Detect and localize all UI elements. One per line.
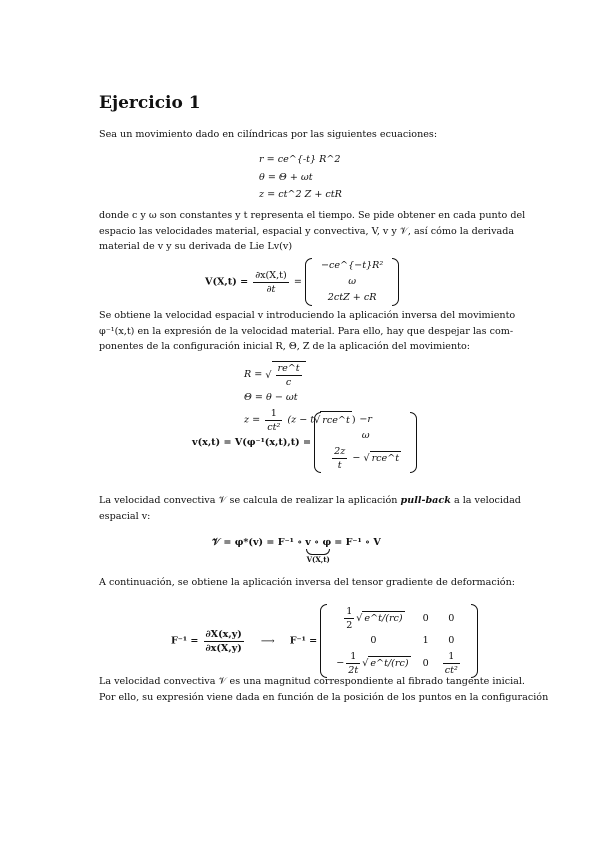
- pull-back-term: pull-back: [400, 495, 451, 506]
- inverse-eq-R: [244, 361, 356, 389]
- fraction-denominator: c: [285, 377, 292, 388]
- pull-back-rhs: = F⁻¹ ∘ V: [334, 537, 381, 548]
- inverse-Z-lhs: z =: [244, 414, 261, 426]
- inverse-R-lhs: R =: [244, 369, 263, 380]
- material-velocity-fraction: [253, 269, 289, 296]
- fraction-denominator: 2: [346, 620, 353, 631]
- problem-line-1: donde c y ω son constantes y t representa el tiempo. Se pide obtener en cada punto del: [99, 210, 526, 221]
- closing-paren: ): [351, 414, 356, 426]
- radicand: e^t/(rc): [364, 613, 403, 624]
- sqrt-symbol: √ $\frac{re\^{}t}{c}$: [265, 361, 305, 389]
- equals-sign: =: [293, 276, 302, 288]
- matrix-entry: ω: [348, 276, 357, 287]
- inverse-eq-theta: Θ = θ − ωt: [244, 392, 298, 403]
- fraction-numerator: 1: [346, 650, 360, 664]
- convective-text-a: La velocidad convectiva 𝒱 se calcula de realizar la aplicación: [99, 495, 398, 506]
- radicand: e^t/(rc): [370, 658, 409, 669]
- motion-eq-z: z = ct^2 Z + ctR: [259, 189, 342, 200]
- radicand: rce^t: [320, 411, 352, 430]
- problem-paragraph: [99, 208, 526, 255]
- matrix-entry: 2ctZ + cR: [327, 292, 377, 303]
- intro-paragraph: [99, 127, 485, 143]
- matrix-entry: 1: [422, 635, 429, 646]
- inverse-gradient-fraction: [204, 628, 244, 655]
- matrix-entry: 0: [422, 612, 429, 624]
- fraction-denominator: ct²: [267, 422, 281, 433]
- closing-line-2: Por ello, su expresión viene dada en función de la posición de los puntos en la configuración: [99, 691, 549, 703]
- spatial-velocity-paragraph: [99, 308, 516, 355]
- motion-eq-r: r = ce^{-t} R^2: [259, 154, 341, 165]
- fraction-denominator: t: [337, 460, 342, 471]
- material-velocity-matrix: [305, 258, 399, 306]
- fraction-numerator: re^t: [277, 363, 300, 374]
- gradient-paragraph: [99, 575, 515, 591]
- matrix-entry: 0: [370, 635, 377, 646]
- material-velocity-lhs: V(X,t) =: [205, 276, 249, 288]
- fraction-denominator: ct²: [444, 665, 458, 676]
- fraction-numerator: 1: [265, 407, 282, 421]
- matrix-entry: 0: [448, 635, 455, 646]
- material-velocity-equation: [205, 258, 399, 306]
- pull-back-equation: [212, 537, 381, 564]
- fraction-numerator: 2z: [334, 446, 346, 457]
- pull-back-lhs: 𝒱 = φ*(v) = F⁻¹ ∘: [212, 537, 303, 548]
- spatial-line-3: ponentes de la configuración inicial R, Θ, Z de la aplicación del movimiento:: [99, 341, 470, 352]
- sqrt-symbol: √ rce^t: [314, 411, 352, 430]
- fraction-numerator: ∂x(X,t): [255, 269, 287, 281]
- underbrace-content: v ∘ φ: [305, 537, 332, 548]
- matrix-entry: −ce^{−t}R²: [320, 260, 384, 271]
- motion-eq-theta: θ = Θ + ωt: [259, 171, 313, 183]
- spatial-velocity-matrix: [314, 412, 417, 473]
- fraction-denominator: ∂x(X,y): [205, 642, 242, 654]
- matrix-entry: 0: [448, 612, 455, 624]
- exercise-title: Ejercicio 1: [99, 93, 201, 113]
- convective-line-1: [99, 493, 521, 509]
- inverse-Z-rhs: (z − t: [287, 414, 315, 426]
- fraction-denominator: 2t: [348, 665, 359, 676]
- gradient-line: A continuación, se obtiene la aplicación inversa del tensor gradiente de deformación:: [99, 577, 515, 588]
- fraction-numerator: 1: [443, 650, 460, 664]
- sqrt-symbol: √ rce^t: [363, 453, 400, 464]
- matrix-entry: −r: [359, 414, 372, 425]
- fraction-denominator: ∂t: [266, 283, 276, 295]
- problem-line-2: espacio las velocidades material, espacial y convectiva, V, v y 𝒱, así cómo la derivada: [99, 225, 515, 237]
- spatial-line-2: φ⁻¹(x,t) en la expresión de la velocidad material. Para ello, hay que despejar las com-: [99, 325, 514, 337]
- problem-line-3: material de v y su derivada de Lie Lv(v): [99, 241, 293, 252]
- minus-sign: −: [352, 452, 361, 464]
- closing-paragraph: [99, 674, 549, 705]
- matrix-entry: 0: [422, 657, 429, 669]
- intro-line: Sea un movimiento dado en cilíndricas por las siguientes ecuaciones:: [99, 129, 438, 140]
- spatial-velocity-equation: [192, 412, 417, 473]
- inverse-gradient-lhs: F⁻¹ =: [171, 635, 199, 647]
- inverse-gradient-lhs2: F⁻¹ =: [289, 635, 318, 647]
- matrix-entry: ω: [361, 430, 370, 441]
- convective-velocity-paragraph: [99, 493, 521, 524]
- motion-equations: [259, 151, 342, 204]
- underbrace-group: [305, 537, 331, 564]
- closing-line-1: La velocidad convectiva 𝒱 es una magnitud correspondiente al fibrado tangente inicial.: [99, 676, 525, 687]
- spatial-velocity-lhs: v(x,t) = V(φ⁻¹(x,t),t) =: [192, 437, 312, 448]
- right-arrow-icon: ⟶: [260, 635, 275, 647]
- convective-line-2: espacial v:: [99, 510, 151, 522]
- inverse-gradient-matrix: $\frac{1}{2}$ √ e^t/(rc) 0 0 0 1 0 − $\frac{1}{2t}$ √ e^t/(rc) 0 $\frac{1}{\text{ct²}}$: [320, 604, 478, 678]
- spatial-line-1: Se obtiene la velocidad espacial v introduciendo la aplicación inversa del movimiento: [99, 310, 516, 321]
- inverse-gradient-equation: [171, 604, 478, 678]
- minus-sign: −: [336, 657, 345, 669]
- underbrace-label: V(X,t): [306, 555, 330, 564]
- radicand: rce^t: [371, 453, 400, 464]
- fraction-numerator: ∂X(x,y): [205, 628, 242, 640]
- fraction-numerator: 1: [346, 606, 353, 617]
- convective-text-b: a la velocidad: [453, 495, 521, 506]
